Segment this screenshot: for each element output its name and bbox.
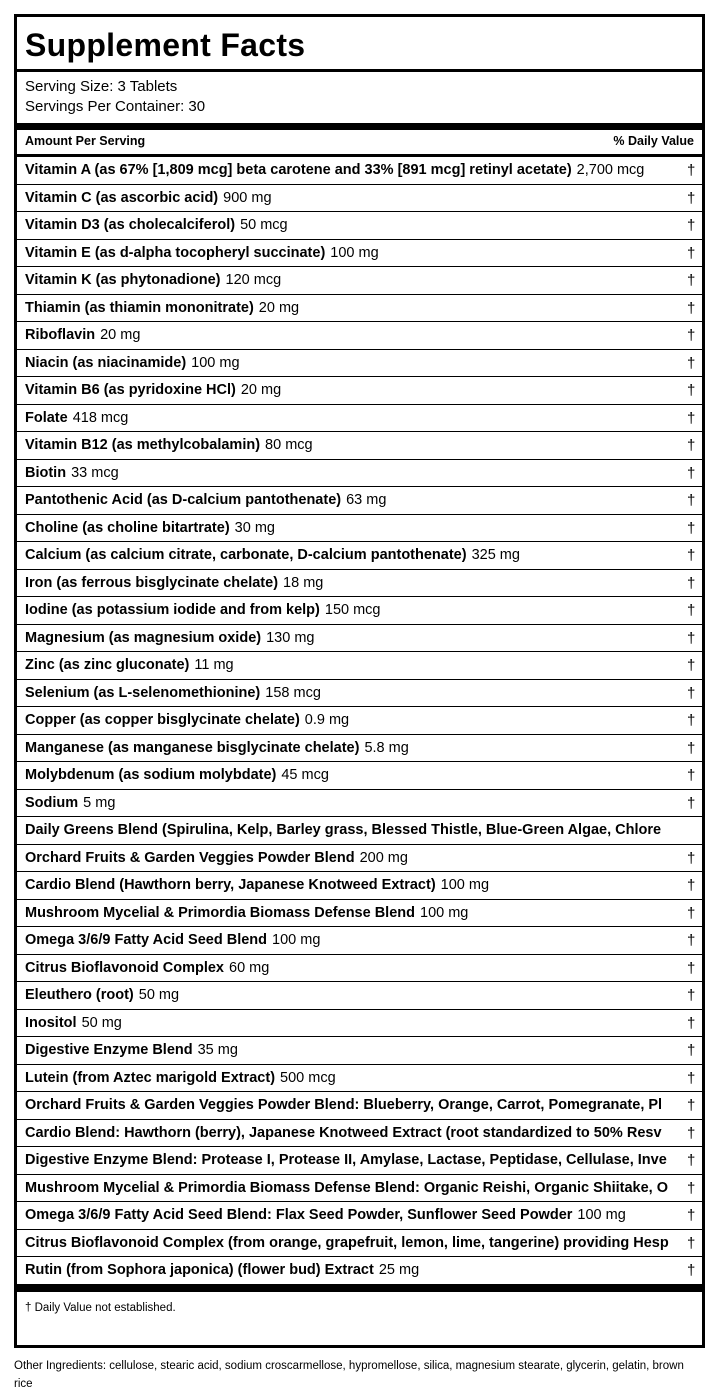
daily-value-mark: † <box>687 574 696 592</box>
nutrient-amount: 100 mg <box>191 354 240 371</box>
nutrient-name: Omega 3/6/9 Fatty Acid Seed Blend <box>25 932 268 948</box>
daily-value-mark: † <box>687 987 696 1004</box>
nutrient-name: Eleuthero (root) <box>25 987 134 1003</box>
nutrient-row <box>17 432 702 460</box>
nutrient-text <box>25 740 409 757</box>
nutrient-name: Citrus Bioflavonoid Complex (from orange, grapefruit, lemon, lime, tangerine) providing Hesp <box>25 1234 669 1251</box>
nutrient-amount: 120 mcg <box>225 272 282 288</box>
nutrient-name: Thiamin (as thiamin mononitrate) <box>25 299 254 316</box>
nutrient-text <box>25 272 281 289</box>
nutrient-row <box>17 707 702 735</box>
daily-value-mark: † <box>687 1179 696 1197</box>
nutrient-amount: 2,700 mcg <box>576 162 645 178</box>
nutrient-name: Inositol <box>25 1014 77 1031</box>
nutrient-row <box>17 735 702 763</box>
nutrient-text <box>25 960 269 977</box>
nutrient-name: Omega 3/6/9 Fatty Acid Seed Blend: Flax Seed Powder, Sunflower Seed Powder <box>25 1207 573 1223</box>
nutrient-row <box>17 762 702 790</box>
thick-rule-top <box>17 123 702 130</box>
nutrient-text <box>25 575 323 592</box>
nutrient-row <box>17 405 702 433</box>
nutrient-name: Manganese (as manganese bisglycinate chelate) <box>25 739 360 756</box>
daily-value-mark: † <box>687 849 696 867</box>
nutrient-row <box>17 515 702 543</box>
nutrient-row <box>17 570 702 598</box>
nutrient-name: Daily Greens Blend (Spirulina, Kelp, Barley grass, Blessed Thistle, Blue-Green Algae, Chlore <box>25 822 662 838</box>
nutrient-amount: 80 mcg <box>265 437 313 453</box>
nutrient-text <box>25 382 281 399</box>
nutrient-row <box>17 927 702 955</box>
nutrient-row <box>17 817 702 845</box>
daily-value-mark: † <box>687 492 696 509</box>
nutrient-amount: 158 mcg <box>265 684 321 701</box>
nutrient-text <box>25 712 349 729</box>
nutrient-amount: 325 mg <box>471 547 520 563</box>
daily-value-mark: † <box>687 1234 696 1252</box>
nutrient-row <box>17 267 702 295</box>
nutrient-row <box>17 1202 702 1230</box>
nutrient-amount: 500 mcg <box>280 1069 336 1086</box>
nutrient-amount: 20 mg <box>258 299 300 316</box>
nutrient-amount: 100 mg <box>272 932 321 948</box>
thick-rule-bottom <box>17 1285 702 1292</box>
nutrient-text <box>25 410 128 427</box>
nutrient-row <box>17 652 702 680</box>
daily-value-mark: † <box>687 959 696 977</box>
nutrient-text <box>25 850 408 867</box>
nutrient-name: Digestive Enzyme Blend: Protease I, Protease II, Amylase, Lactase, Peptidase, Cellulase, Inve <box>25 1152 667 1168</box>
nutrient-text <box>25 932 320 949</box>
nutrient-text <box>25 355 240 372</box>
nutrient-row <box>17 625 702 653</box>
nutrient-name: Vitamin B12 (as methylcobalamin) <box>25 437 261 453</box>
nutrient-name: Sodium <box>25 794 79 811</box>
nutrient-text <box>25 877 489 894</box>
nutrient-row <box>17 1230 702 1258</box>
daily-value-mark: † <box>687 354 696 372</box>
nutrient-name: Vitamin D3 (as cholecalciferol) <box>25 217 236 233</box>
daily-value-mark: † <box>687 437 696 454</box>
nutrient-amount: 130 mg <box>266 629 315 646</box>
nutrient-text <box>25 1015 122 1032</box>
nutrient-row <box>17 1257 702 1285</box>
nutrient-amount: 200 mg <box>359 849 408 866</box>
nutrient-name: Cardio Blend (Hawthorn berry, Japanese Knotweed Extract) <box>25 877 436 893</box>
nutrient-name: Mushroom Mycelial & Primordia Biomass Defense Blend <box>25 904 415 921</box>
nutrient-row <box>17 377 702 405</box>
nutrient-row <box>17 872 702 900</box>
daily-value-mark: † <box>687 1262 696 1279</box>
nutrient-row <box>17 900 702 928</box>
nutrient-amount: 11 mg <box>194 657 234 673</box>
nutrient-text <box>25 245 379 262</box>
title-rule <box>17 69 702 72</box>
nutrient-amount: 900 mg <box>223 189 272 206</box>
amount-per-serving-header: Amount Per Serving <box>25 134 146 148</box>
nutrient-name: Rutin (from Sophora japonica) (flower bud) Extract <box>25 1262 374 1278</box>
daily-value-mark: † <box>687 877 696 894</box>
nutrient-text <box>25 1180 673 1197</box>
nutrient-text <box>25 602 381 619</box>
nutrient-name: Iodine (as potassium iodide and from kelp) <box>25 602 320 618</box>
nutrient-name: Cardio Blend: Hawthorn (berry), Japanese Knotweed Extract (root standardized to 50% Resv <box>25 1124 662 1141</box>
nutrient-amount: 20 mg <box>240 382 282 398</box>
nutrient-text <box>25 465 119 482</box>
daily-value-mark: † <box>687 1042 696 1059</box>
nutrient-text <box>25 905 468 922</box>
nutrient-text <box>25 1235 674 1252</box>
nutrient-amount: 418 mcg <box>72 409 129 426</box>
nutrient-amount: 100 mg <box>420 904 469 921</box>
daily-value-mark: † <box>687 794 696 812</box>
nutrient-amount: 5 mg <box>83 794 116 811</box>
nutrient-row <box>17 597 702 625</box>
nutrient-row <box>17 460 702 488</box>
nutrient-name: Zinc (as zinc gluconate) <box>25 657 190 673</box>
nutrient-amount: 35 mg <box>197 1042 238 1058</box>
nutrient-text <box>25 1207 626 1224</box>
daily-value-mark: † <box>687 1152 696 1169</box>
daily-value-mark: † <box>687 712 696 729</box>
nutrient-row <box>17 1010 702 1038</box>
daily-value-mark: † <box>687 657 696 674</box>
nutrient-name: Biotin <box>25 464 67 481</box>
daily-value-mark: † <box>687 602 696 619</box>
nutrient-row <box>17 982 702 1010</box>
nutrient-name: Calcium (as calcium citrate, carbonate, D-calcium pantothenate) <box>25 547 467 563</box>
daily-value-mark: † <box>687 382 696 399</box>
nutrient-amount: 5.8 mg <box>364 739 409 756</box>
nutrient-text <box>25 162 644 179</box>
serving-size: Serving Size: 3 Tablets <box>25 78 178 95</box>
daily-value-mark: † <box>687 932 696 949</box>
nutrient-amount: 100 mg <box>330 244 379 261</box>
nutrient-name: Riboflavin <box>25 327 96 343</box>
daily-value-mark: † <box>687 1124 696 1142</box>
nutrient-text <box>25 767 329 784</box>
daily-value-mark: † <box>687 189 696 207</box>
nutrient-text <box>25 795 115 812</box>
nutrient-name: Choline (as choline bitartrate) <box>25 519 230 536</box>
daily-value-mark: † <box>687 1069 696 1087</box>
nutrient-text <box>25 217 288 234</box>
nutrient-row <box>17 680 702 708</box>
nutrient-amount: 63 mg <box>346 492 387 508</box>
nutrient-name: Iron (as ferrous bisglycinate chelate) <box>25 574 279 591</box>
nutrient-text <box>25 1097 667 1114</box>
nutrient-text <box>25 822 666 839</box>
nutrient-row <box>17 157 702 185</box>
nutrient-amount: 150 mcg <box>324 602 381 618</box>
serving-info <box>25 77 205 117</box>
supplement-facts-panel <box>14 14 705 1348</box>
nutrient-amount: 45 mcg <box>281 767 329 783</box>
other-ingredients: Other Ingredients: cellulose, stearic acid, sodium croscarmellose, hypromellose, silica, magnesium stearate, glycerin, gelatin, brown rice <box>14 1360 684 1390</box>
nutrient-amount: 100 mg <box>440 877 490 893</box>
nutrient-amount: 100 mg <box>577 1207 626 1223</box>
daily-value-mark: † <box>687 904 696 922</box>
nutrient-row <box>17 1147 702 1175</box>
nutrient-name: Vitamin A (as 67% [1,809 mcg] beta carotene and 33% [891 mcg] retinyl acetate) <box>25 162 572 178</box>
nutrient-name: Lutein (from Aztec marigold Extract) <box>25 1069 276 1086</box>
column-header <box>25 134 694 154</box>
nutrient-name: Niacin (as niacinamide) <box>25 354 187 371</box>
daily-value-mark: † <box>687 1097 696 1114</box>
nutrient-text <box>25 300 299 317</box>
nutrient-name: Vitamin E (as d-alpha tocopheryl succinate) <box>25 244 326 261</box>
nutrient-amount: 50 mg <box>138 987 180 1003</box>
nutrient-text <box>25 492 386 509</box>
nutrient-amount: 33 mcg <box>71 464 119 481</box>
nutrient-row <box>17 212 702 240</box>
nutrient-name: Vitamin B6 (as pyridoxine HCl) <box>25 382 236 398</box>
nutrient-row <box>17 295 702 323</box>
daily-value-mark: † <box>687 217 696 234</box>
nutrient-name: Vitamin C (as ascorbic acid) <box>25 189 219 206</box>
nutrient-name: Pantothenic Acid (as D-calcium pantothenate) <box>25 492 342 508</box>
daily-value-mark: † <box>687 327 696 344</box>
nutrient-text <box>25 1262 419 1279</box>
nutrient-row <box>17 1037 702 1065</box>
nutrient-name: Magnesium (as magnesium oxide) <box>25 629 262 646</box>
nutrient-text <box>25 657 234 674</box>
nutrient-name: Orchard Fruits & Garden Veggies Powder Blend: Blueberry, Orange, Carrot, Pomegranate, Pl <box>25 1097 663 1113</box>
nutrient-amount: 30 mg <box>234 519 275 536</box>
nutrient-name: Vitamin K (as phytonadione) <box>25 272 221 288</box>
panel-title: Supplement Facts <box>25 27 306 63</box>
nutrient-amount: 60 mg <box>229 959 270 976</box>
daily-value-mark: † <box>687 629 696 647</box>
nutrient-text <box>25 327 140 344</box>
nutrient-amount: 20 mg <box>100 327 141 343</box>
nutrient-name: Molybdenum (as sodium molybdate) <box>25 767 277 783</box>
nutrient-text <box>25 987 179 1004</box>
nutrient-row <box>17 1065 702 1093</box>
daily-value-mark: † <box>687 684 696 702</box>
daily-value-mark: † <box>687 519 696 537</box>
nutrient-amount: 18 mg <box>283 574 324 591</box>
daily-value-mark: † <box>687 739 696 757</box>
daily-value-mark: † <box>687 272 696 289</box>
nutrient-amount: 25 mg <box>378 1262 420 1278</box>
daily-value-header: % Daily Value <box>613 134 694 148</box>
nutrient-amount: 0.9 mg <box>304 712 350 728</box>
nutrient-row <box>17 1175 702 1203</box>
daily-value-mark: † <box>687 1207 696 1224</box>
daily-value-mark: † <box>687 162 696 179</box>
nutrient-row <box>17 322 702 350</box>
nutrient-amount: 50 mg <box>81 1014 122 1031</box>
footnote: † Daily Value not established. <box>25 1302 176 1314</box>
nutrient-text <box>25 437 313 454</box>
daily-value-mark: † <box>687 299 696 317</box>
nutrient-row <box>17 240 702 268</box>
daily-value-mark: † <box>687 1014 696 1032</box>
nutrient-text <box>25 1070 336 1087</box>
nutrient-row <box>17 350 702 378</box>
nutrient-row <box>17 955 702 983</box>
nutrient-row <box>17 1092 702 1120</box>
nutrient-text <box>25 520 275 537</box>
nutrient-text <box>25 1125 667 1142</box>
servings-per-container: Servings Per Container: 30 <box>25 98 206 115</box>
nutrient-rows <box>17 157 702 1285</box>
nutrient-text <box>25 1042 238 1059</box>
nutrient-text <box>25 685 321 702</box>
nutrient-name: Copper (as copper bisglycinate chelate) <box>25 712 300 728</box>
nutrient-name: Orchard Fruits & Garden Veggies Powder Blend <box>25 849 355 866</box>
daily-value-mark: † <box>687 767 696 784</box>
daily-value-mark: † <box>687 244 696 262</box>
nutrient-row <box>17 1120 702 1148</box>
nutrient-text <box>25 630 314 647</box>
nutrient-name: Digestive Enzyme Blend <box>25 1042 193 1058</box>
nutrient-name: Citrus Bioflavonoid Complex <box>25 959 224 976</box>
nutrient-name: Selenium (as L-selenomethionine) <box>25 684 261 701</box>
nutrient-text <box>25 1152 672 1169</box>
nutrient-row <box>17 790 702 818</box>
daily-value-mark: † <box>687 464 696 482</box>
nutrient-row <box>17 542 702 570</box>
nutrient-row <box>17 845 702 873</box>
daily-value-mark: † <box>687 547 696 564</box>
daily-value-mark: † <box>687 409 696 427</box>
nutrient-name: Mushroom Mycelial & Primordia Biomass Defense Blend: Organic Reishi, Organic Shiitake, O <box>25 1179 669 1196</box>
nutrient-amount: 50 mcg <box>240 217 288 233</box>
nutrient-row <box>17 185 702 213</box>
nutrient-row <box>17 487 702 515</box>
nutrient-text <box>25 190 272 207</box>
nutrient-name: Folate <box>25 409 68 426</box>
nutrient-text <box>25 547 520 564</box>
